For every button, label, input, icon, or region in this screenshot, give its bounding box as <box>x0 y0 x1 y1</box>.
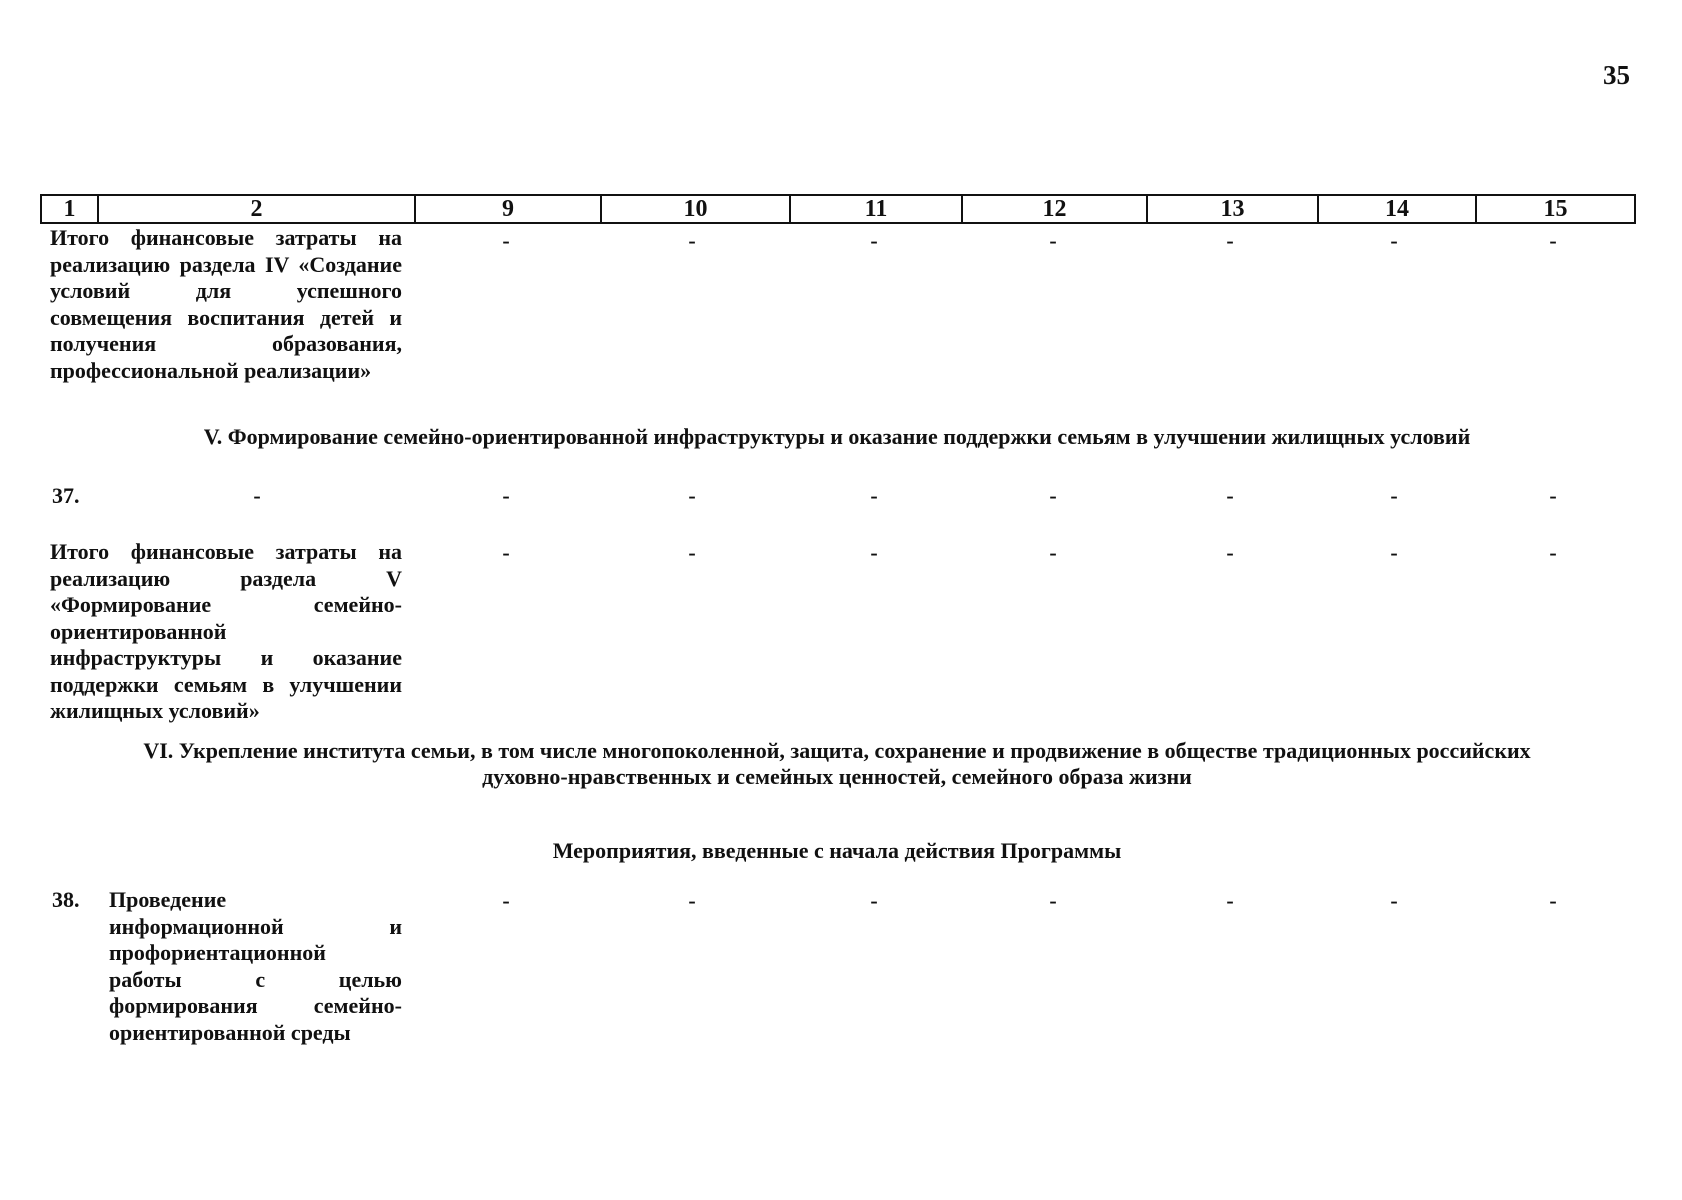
total-section-4-label: Итого финансовые затраты на реализацию раздела IV «Создание условий для успешного совмещения воспитания детей и получения образования, профессиональной реализации» <box>50 225 402 383</box>
total-section-5-label: Итого финансовые затраты на реализацию раздела V «Формирование семейно-ориентированной инфраструктуры и оказание поддержки семьям в улучшении жилищных условий» <box>50 539 402 723</box>
row-38-col14: - <box>1390 888 1398 913</box>
row-38-label: Проведение информационной и профориентационной работы с целью формирования семейно-ориентированной среды <box>109 887 402 1045</box>
row-38-col10: - <box>688 888 696 913</box>
total-section-4-col10: - <box>688 228 696 253</box>
column-header-12: 12 <box>962 195 1147 223</box>
column-header-13: 13 <box>1147 195 1318 223</box>
total-section-5-col10: - <box>688 540 696 565</box>
page-number: 35 <box>1603 60 1630 90</box>
row-37-col12: - <box>1049 483 1057 508</box>
row-37-col13: - <box>1226 483 1234 508</box>
total-section-4-col11: - <box>870 228 878 253</box>
row-37-col11: - <box>870 483 878 508</box>
row-37-col2: - <box>253 483 261 508</box>
section-6-title-line2: духовно-нравственных и семейных ценностей, семейного образа жизни <box>482 764 1192 789</box>
total-section-4-col12: - <box>1049 228 1057 253</box>
column-header-10: 10 <box>601 195 790 223</box>
row-38-col13: - <box>1226 888 1234 913</box>
section-5-title: V. Формирование семейно-ориентированной инфраструктуры и оказание поддержки семьям в улучшении жилищных условий <box>203 424 1471 449</box>
total-section-5-col15: - <box>1549 540 1557 565</box>
row-37-col14: - <box>1390 483 1398 508</box>
total-section-4-col14: - <box>1390 228 1398 253</box>
total-section-5-col9: - <box>502 540 510 565</box>
row-37-col15: - <box>1549 483 1557 508</box>
total-section-5-col14: - <box>1390 540 1398 565</box>
column-header-14: 14 <box>1318 195 1476 223</box>
column-header-11: 11 <box>790 195 962 223</box>
row-37-col10: - <box>688 483 696 508</box>
total-section-4-col13: - <box>1226 228 1234 253</box>
column-header-2: 2 <box>98 195 415 223</box>
column-header-15: 15 <box>1476 195 1635 223</box>
row-37-number: 37. <box>52 483 80 508</box>
column-header-9: 9 <box>415 195 601 223</box>
total-section-5-col13: - <box>1226 540 1234 565</box>
row-38-col12: - <box>1049 888 1057 913</box>
row-38-col11: - <box>870 888 878 913</box>
total-section-4-col15: - <box>1549 228 1557 253</box>
total-section-5-col12: - <box>1049 540 1057 565</box>
row-38-number: 38. <box>52 887 80 912</box>
column-header-1: 1 <box>41 195 98 223</box>
column-header-table <box>40 194 1636 224</box>
row-38-col9: - <box>502 888 510 913</box>
total-section-5-col11: - <box>870 540 878 565</box>
subsection-title: Мероприятия, введенные с начала действия Программы <box>552 838 1122 863</box>
total-section-4-col9: - <box>502 228 510 253</box>
section-6-title-line1: VI. Укрепление института семьи, в том числе многопоколенной, защита, сохранение и продвижение в обществе традиционных российских <box>143 738 1531 763</box>
row-37-col9: - <box>502 483 510 508</box>
row-38-col15: - <box>1549 888 1557 913</box>
